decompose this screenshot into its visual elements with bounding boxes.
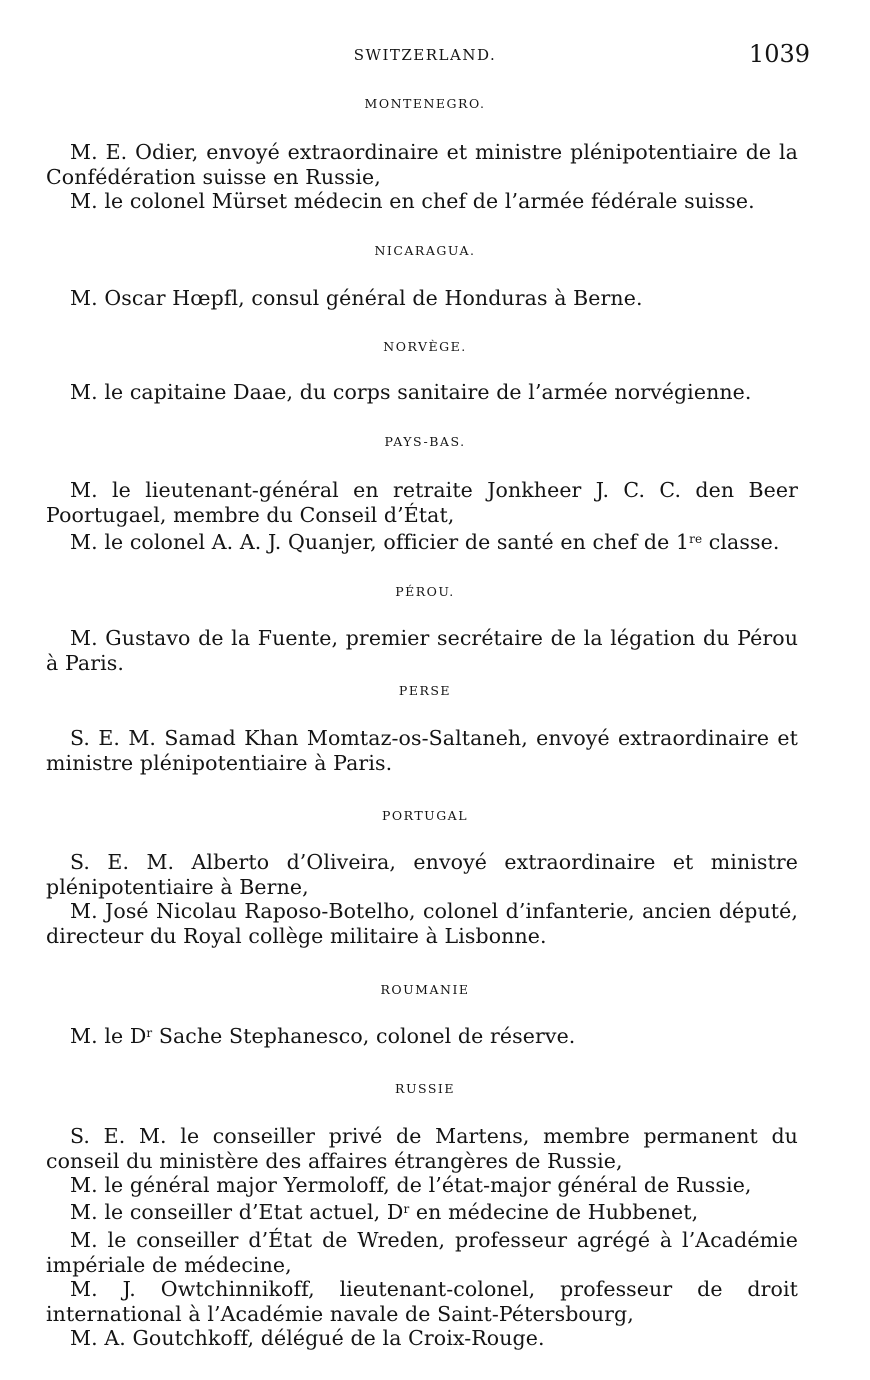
section-heading-perse: PERSE xyxy=(398,683,452,698)
section-heading-perou: PÉROU. xyxy=(395,584,455,599)
entry-russie-goutchkoff: M. A. Goutchkoff, délégué de la Croix-Rouge. xyxy=(70,1326,545,1350)
entry-portugal-oliveira: S. E. M. Alberto d’Oliveira, envoyé extraordinaire et ministre plénipotentiaire à Berne, xyxy=(46,850,798,899)
page-number: 1039 xyxy=(748,40,810,68)
entry-russie-wreden: M. le conseiller d’État de Wreden, professeur agrégé à l’Académie impériale de médecine, xyxy=(46,1228,798,1277)
entry-pays-bas-poortugael: M. le lieutenant-général en retraite Jonkheer J. C. C. den Beer Poortugael, membre du Conseil d’État, xyxy=(46,478,798,527)
entry-russie-owtchinnikoff: M. J. Owtchinnikoff, lieutenant-colonel, professeur de droit international à l’Académie navale de Saint-Pétersbourg, xyxy=(46,1277,798,1326)
entry-russie-martens: S. E. M. le conseiller privé de Martens, membre permanent du conseil du ministère des affaires étrangères de Russie, xyxy=(46,1124,798,1173)
entry-text: M. le D xyxy=(70,1024,147,1048)
entry-text: M. le conseiller d’Etat actuel, D xyxy=(70,1200,404,1224)
running-head xyxy=(40,40,810,70)
entry-text: classe. xyxy=(702,530,780,554)
entry-russie-hubbenet xyxy=(46,1200,798,1225)
section-heading-montenegro: MONTENEGRO. xyxy=(364,96,486,111)
entry-perou-fuente: M. Gustavo de la Fuente, premier secrétaire de la légation du Pérou à Paris. xyxy=(46,626,798,675)
entry-russie-yermoloff: M. le général major Yermoloff, de l’état-major général de Russie, xyxy=(70,1173,752,1197)
section-heading-nicaragua: NICARAGUA. xyxy=(374,243,476,258)
section-heading-portugal: PORTUGAL xyxy=(381,808,469,823)
entry-nicaragua-hoepfl: M. Oscar Hœpfl, consul général de Honduras à Berne. xyxy=(70,286,643,310)
entry-portugal-raposo: M. José Nicolau Raposo-Botelho, colonel d’infanterie, ancien député, directeur du Royal collège militaire à Lisbonne. xyxy=(46,899,798,948)
superscript: r xyxy=(146,1026,153,1040)
section-heading-pays-bas: PAYS-BAS. xyxy=(384,434,466,449)
entry-pays-bas-quanjer xyxy=(46,530,798,555)
running-title: SWITZERLAND. xyxy=(353,46,497,64)
entry-text: M. le colonel A. A. J. Quanjer, officier de santé en chef de 1 xyxy=(70,530,690,554)
section-heading-russie: RUSSIE xyxy=(395,1081,455,1096)
superscript: re xyxy=(689,532,703,546)
entry-montenegro-odier: M. E. Odier, envoyé extraordinaire et ministre plénipotentiaire de la Confédération suisse en Russie, xyxy=(46,140,798,189)
entry-perse-momtaz: S. E. M. Samad Khan Momtaz-os-Saltaneh, envoyé extraordinaire et ministre plénipotentiaire à Paris. xyxy=(46,726,798,775)
entry-norvege-daae: M. le capitaine Daae, du corps sanitaire de l’armée norvégienne. xyxy=(70,380,752,404)
entry-text: en médecine de Hubbenet, xyxy=(409,1200,699,1224)
entry-roumanie-stephanesco xyxy=(46,1024,798,1049)
superscript: r xyxy=(403,1202,410,1216)
section-heading-roumanie: ROUMANIE xyxy=(380,982,470,997)
entry-text: Sache Stephanesco, colonel de réserve. xyxy=(152,1024,576,1048)
entry-montenegro-murset: M. le colonel Mürset médecin en chef de l’armée fédérale suisse. xyxy=(70,189,755,213)
section-heading-norvege: NORVÈGE. xyxy=(383,339,467,354)
